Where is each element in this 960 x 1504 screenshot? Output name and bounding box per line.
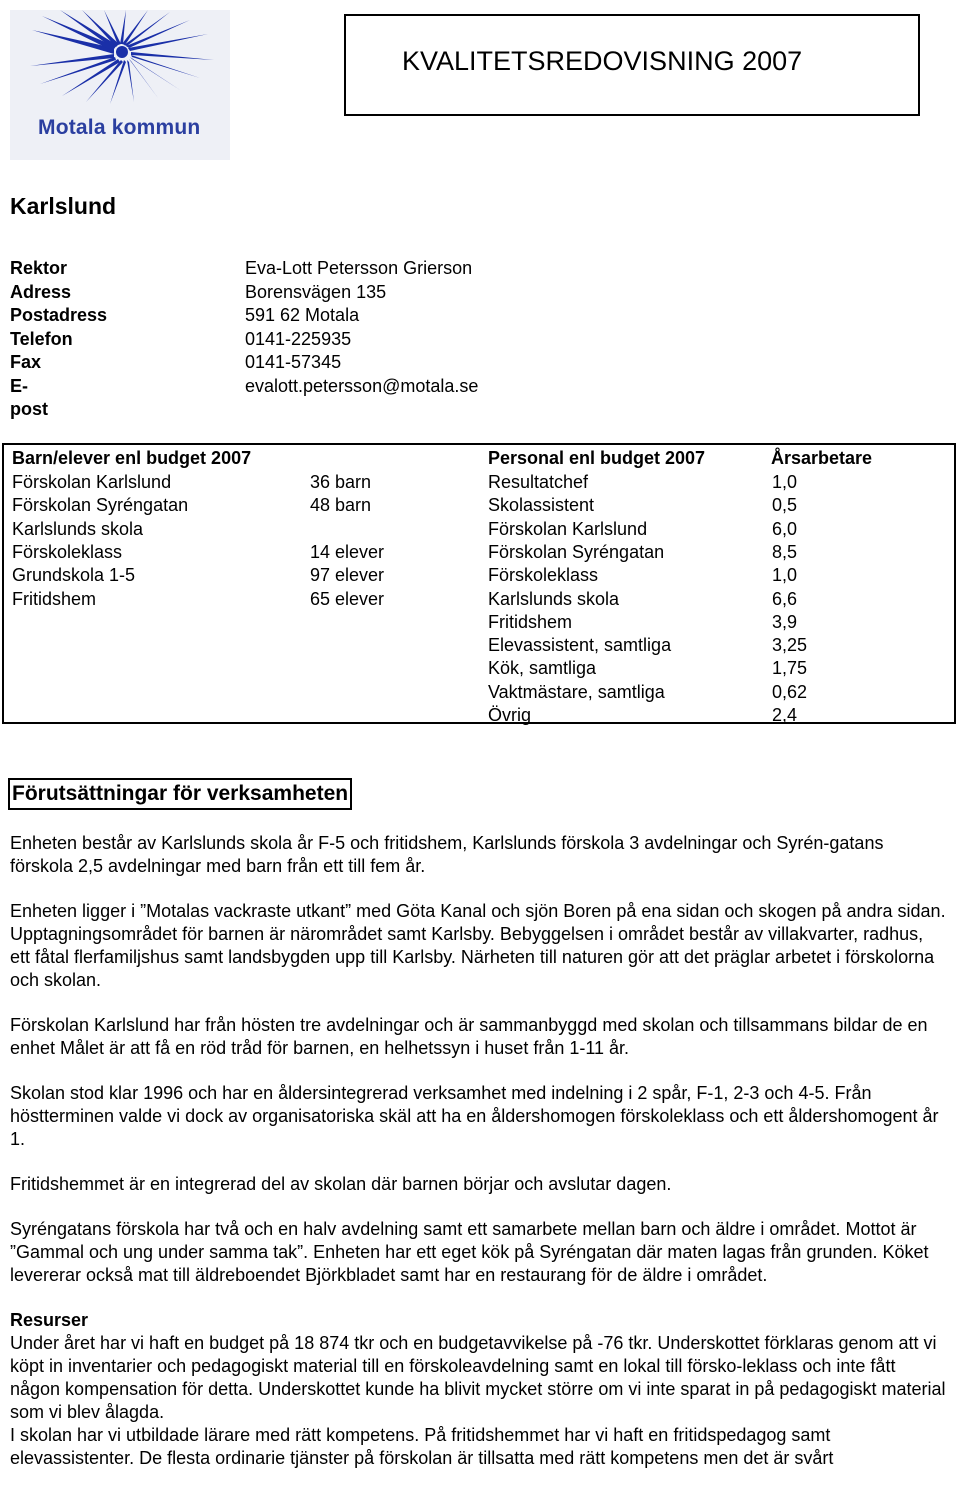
staff-fte: 6,0: [772, 518, 798, 539]
student-group-count: 14 elever: [310, 541, 385, 562]
student-group-count: 97 elever: [310, 565, 385, 586]
staff-role: Resultatchef: [488, 472, 589, 492]
staff-fte: 1,0: [772, 472, 798, 492]
resources-text-2: I skolan har vi utbildade lärare med rätt kompetens. På fritidshemmet har vi haft en fritidspedagog samt elevassistenter. De flesta ordinarie tjänster på förskolan är tillsatta med rätt kompetens men det är svårt: [10, 1425, 834, 1468]
report-title-box: [344, 14, 920, 116]
students-title: Barn/elever enl budget 2007: [12, 448, 252, 468]
logo-sun-icon: [10, 10, 230, 120]
staff-fte: 0,62: [772, 681, 808, 702]
student-group-name: Förskoleklass: [12, 541, 123, 562]
student-group-name: Förskolan Karlslund: [12, 472, 172, 492]
contact-value: 0141-225935: [245, 328, 352, 349]
paragraph: Förskolan Karlslund har från hösten tre avdelningar och är sammanbyggd med skolan och tillsammans bildar de en enhet Målet är att få en röd tråd för barnen, en helhetssyn i huset från 1-11 år.: [10, 1015, 928, 1058]
staff-fte: 2,4: [772, 705, 798, 725]
contact-label: Telefon: [10, 328, 73, 349]
staff-fte: 8,5: [772, 541, 798, 562]
student-group-name: Förskolan Syréngatan: [12, 495, 189, 516]
fte-title: Årsarbetare: [771, 448, 873, 468]
budget-row: [4, 542, 954, 565]
student-group-name: Grundskola 1-5: [12, 565, 136, 586]
student-group-count: 36 barn: [310, 472, 372, 492]
budget-row: [4, 589, 954, 612]
section-heading: Förutsättningar för verksamheten: [8, 778, 352, 810]
contact-value: Eva-Lott Petersson Grierson: [245, 258, 473, 278]
staff-role: Skolassistent: [488, 495, 595, 516]
budget-table: [2, 443, 956, 724]
staff-role: Vaktmästare, samtliga: [488, 681, 665, 702]
unit-name: Karlslund: [10, 193, 117, 219]
contact-value: 591 62 Motala: [245, 305, 360, 325]
paragraph: Skolan stod klar 1996 och har en åldersintegrerad verksamhet med indelning i 2 spår, F-1, 2-3 och 4-5. Från höstterminen valde vi dock av organisatoriska skäl att ha en åldershomogen förskoleklass och ett åldershomogent år 1.: [10, 1083, 939, 1149]
staff-fte: 6,6: [772, 588, 798, 609]
report-title: KVALITETSREDOVISNING 2007: [402, 46, 803, 76]
student-group-count: 48 barn: [310, 495, 372, 516]
staff-fte: 3,25: [772, 635, 808, 656]
budget-row: [4, 565, 954, 588]
staff-role: Förskolan Syréngatan: [488, 541, 665, 562]
student-group-name: Fritidshem: [12, 588, 97, 609]
budget-row: [4, 519, 954, 542]
staff-role: Övrig: [488, 705, 532, 725]
staff-fte: 1,0: [772, 565, 798, 586]
paragraph: Fritidshemmet är en integrerad del av skolan där barnen börjar och avslutar dagen.: [10, 1174, 672, 1194]
student-group-name: Karlslunds skola: [12, 518, 144, 539]
contact-value: 0141-57345: [245, 352, 342, 372]
student-group-count: 65 elever: [310, 588, 385, 609]
resources-text: Under året har vi haft en budget på 18 874 tkr och en budgetavvikelse på -76 tkr. Underskottet förklaras genom att vi köpt in inventarier och pedagogiskt material till en förskoleavdelning samt en lokal till försko-leklass och inte fått någon kompensation för detta. Underskottet kunde ha blivit mycket större om vi inte sparat in på pedagogiskt material som vi blev ålagda.: [10, 1333, 946, 1422]
staff-fte: 0,5: [772, 495, 798, 516]
budget-row: [4, 658, 954, 681]
budget-row: [4, 612, 954, 635]
contact-label: Fax: [10, 352, 42, 372]
staff-role: Kök, samtliga: [488, 658, 597, 679]
contact-value email-link[interactable]: evalott.petersson@motala.se: [245, 375, 479, 396]
staff-role: Förskolan Karlslund: [488, 518, 648, 539]
staff-role: Elevassistent, samtliga: [488, 635, 672, 656]
paragraph: Syréngatans förskola har två och en halv avdelning samt ett samarbete mellan barn och äldre i området. Mottot är ”Gammal och ung under samma tak”. Enheten har ett eget kök på Syréngatan där maten lagas från grunden. Köket levererar också mat till äldreboendet Björkbladet samt har en restaurang för de äldre i området.: [10, 1219, 929, 1285]
budget-row: [4, 472, 954, 495]
motala-kommun-logo: [10, 10, 230, 160]
staff-fte: 1,75: [772, 658, 808, 679]
contact-label: Postadress: [10, 305, 108, 325]
contact-label: Rektor: [10, 258, 68, 278]
contact-label: E-post: [10, 375, 48, 419]
staff-fte: 3,9: [772, 611, 798, 632]
section-body: [10, 832, 948, 1470]
staff-role: Förskoleklass: [488, 565, 599, 586]
resources-title: Resurser: [10, 1310, 89, 1330]
contact-label: Adress: [10, 281, 72, 302]
budget-row: [4, 495, 954, 518]
budget-row: [4, 705, 954, 728]
staff-title: Personal enl budget 2007: [488, 448, 706, 468]
staff-role: Karlslunds skola: [488, 588, 620, 609]
paragraph: Enheten består av Karlslunds skola år F-5 och fritidshem, Karlslunds förskola 3 avdelningar och Syrén-gatans förskola 2,5 avdelningar med barn från ett till fem år.: [10, 833, 884, 876]
budget-row: [4, 635, 954, 658]
staff-role: Fritidshem: [488, 611, 573, 632]
logo-text: Motala kommun: [38, 116, 201, 139]
budget-row: [4, 682, 954, 705]
contact-value: Borensvägen 135: [245, 281, 387, 302]
paragraph: Enheten ligger i ”Motalas vackraste utkant” med Göta Kanal och sjön Boren på ena sidan och skogen på andra sidan. Upptagningsområdet för barnen är närområdet samt Karlsby. Bebyggelsen i området består av villakvarter, radhus, ett fåtal flerfamiljshus samt landsbygden upp till Karlsby. Närheten till naturen gör att det präglar arbetet i förskolorna och skolan.: [10, 901, 946, 990]
